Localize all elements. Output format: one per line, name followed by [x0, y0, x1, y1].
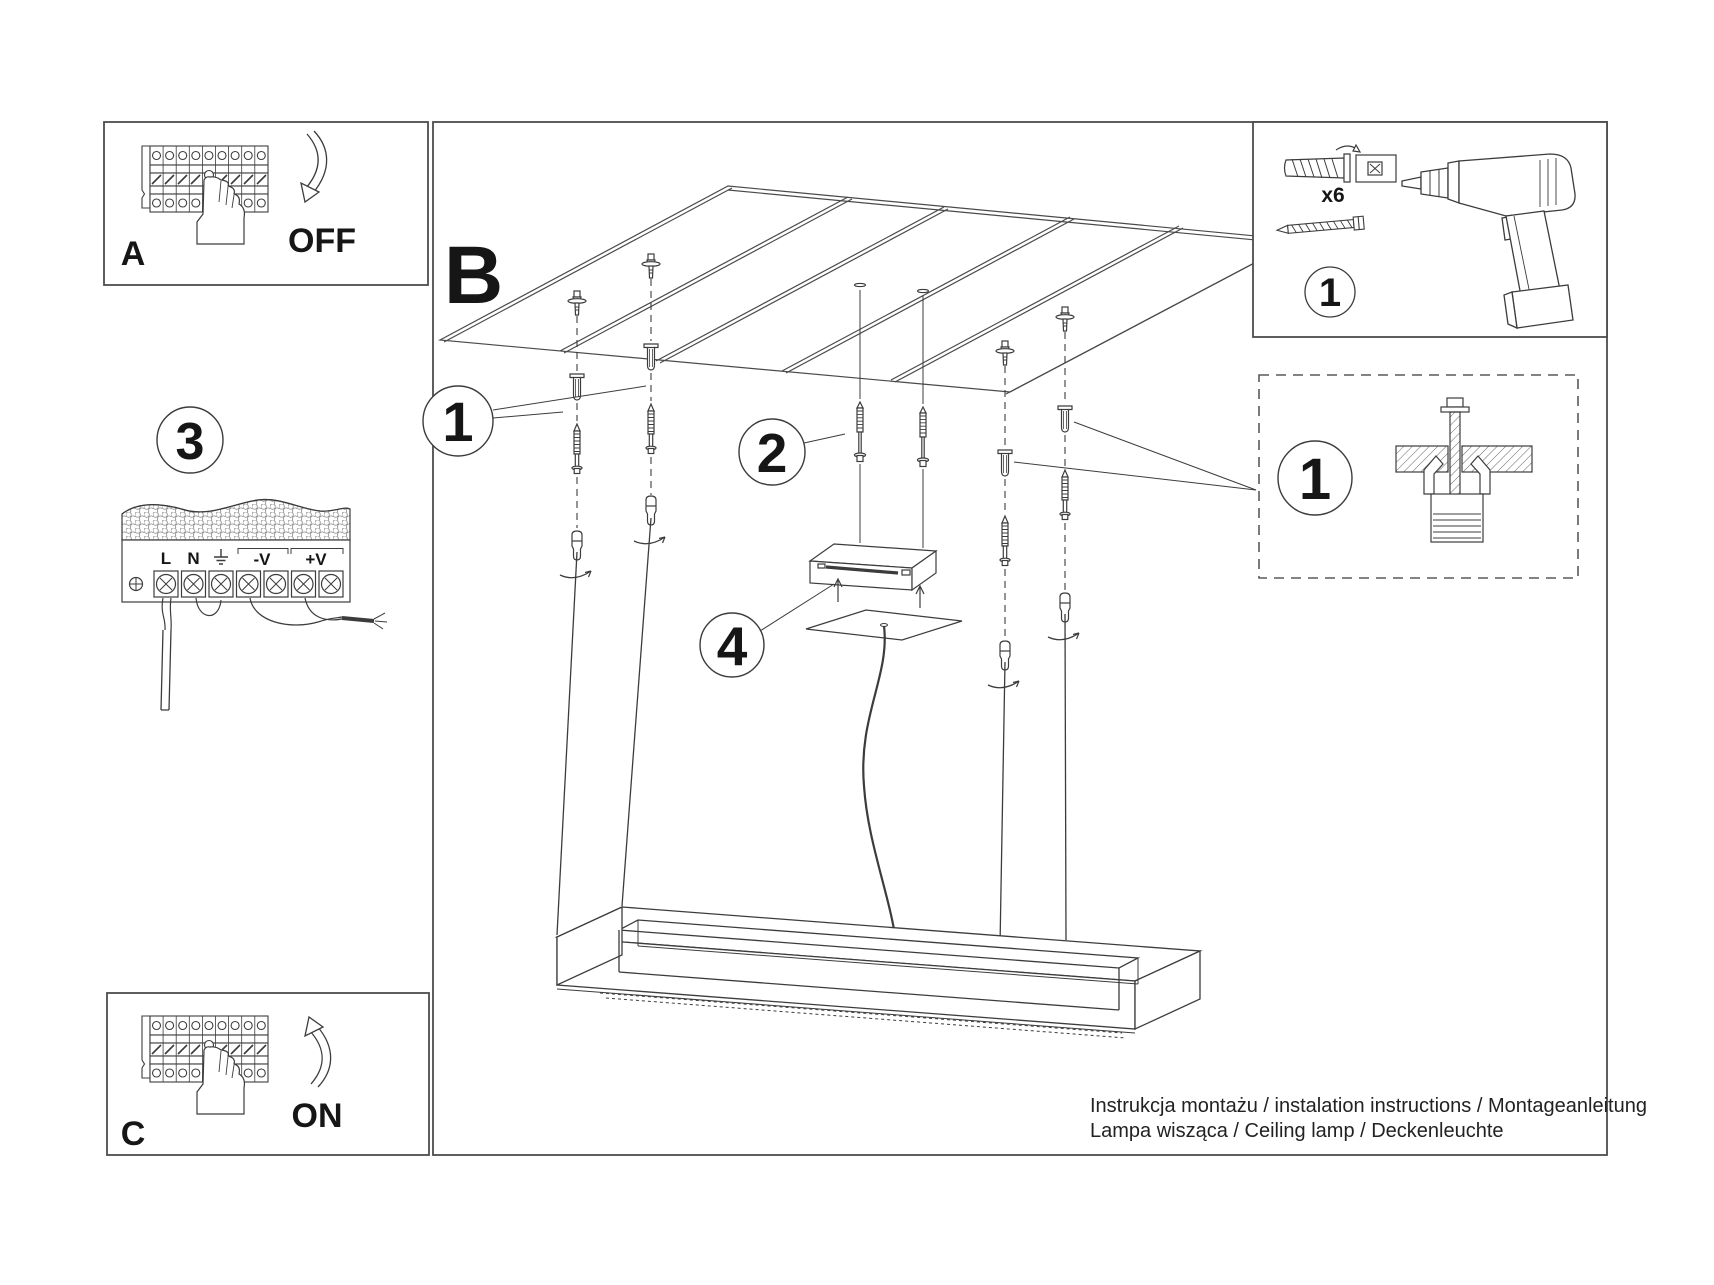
driver-box	[810, 544, 936, 590]
ceiling-slab-section	[1462, 446, 1532, 472]
psu-terminal-block	[122, 500, 387, 710]
step3-wiring	[122, 407, 387, 710]
svg-text:1: 1	[1318, 271, 1342, 315]
screw-icon	[572, 424, 582, 474]
terminal-negative-label: -V	[253, 550, 271, 569]
screw-icon	[1060, 470, 1070, 520]
tools-panel	[1253, 122, 1607, 337]
step-a-power-off-panel	[104, 122, 428, 285]
svg-text:1: 1	[442, 390, 474, 453]
screw-count-label: x6	[1321, 184, 1345, 207]
ceiling-slab-section	[1396, 446, 1448, 472]
footer-title: Instrukcja montażu / instalation instructions / Montageanleitung	[1090, 1095, 1647, 1117]
screw-head-section	[1447, 398, 1463, 407]
svg-text:2: 2	[756, 422, 788, 484]
screw-shaft-section	[1450, 412, 1460, 503]
gripper-body-section	[1431, 494, 1483, 542]
terminal-positive-label: +V	[305, 550, 327, 569]
svg-text:3: 3	[175, 413, 205, 471]
anchor-detail-panel	[1259, 375, 1578, 578]
step-c-power-on-panel	[107, 993, 429, 1155]
step3-callout	[157, 407, 223, 473]
svg-text:1: 1	[1298, 447, 1332, 512]
panel-b-label: B	[444, 230, 504, 321]
panel-a-label: A	[120, 235, 146, 273]
svg-text:4: 4	[716, 615, 748, 677]
screw-icon	[1000, 516, 1010, 566]
step1-tools-callout	[1305, 267, 1355, 317]
terminal-screws	[154, 571, 343, 597]
on-label: ON	[291, 1097, 343, 1135]
output-cable	[342, 618, 374, 621]
footer-subtitle: Lampa wisząca / Ceiling lamp / Deckenleuchte	[1090, 1120, 1504, 1142]
screw-icon	[646, 404, 656, 454]
terminal-live-label: L	[160, 549, 172, 568]
terminal-neutral-label: N	[187, 549, 200, 568]
psu-wires	[161, 598, 387, 710]
off-label: OFF	[288, 222, 356, 260]
panel-c-label: C	[120, 1115, 146, 1153]
step1-detail-callout	[1278, 441, 1352, 515]
